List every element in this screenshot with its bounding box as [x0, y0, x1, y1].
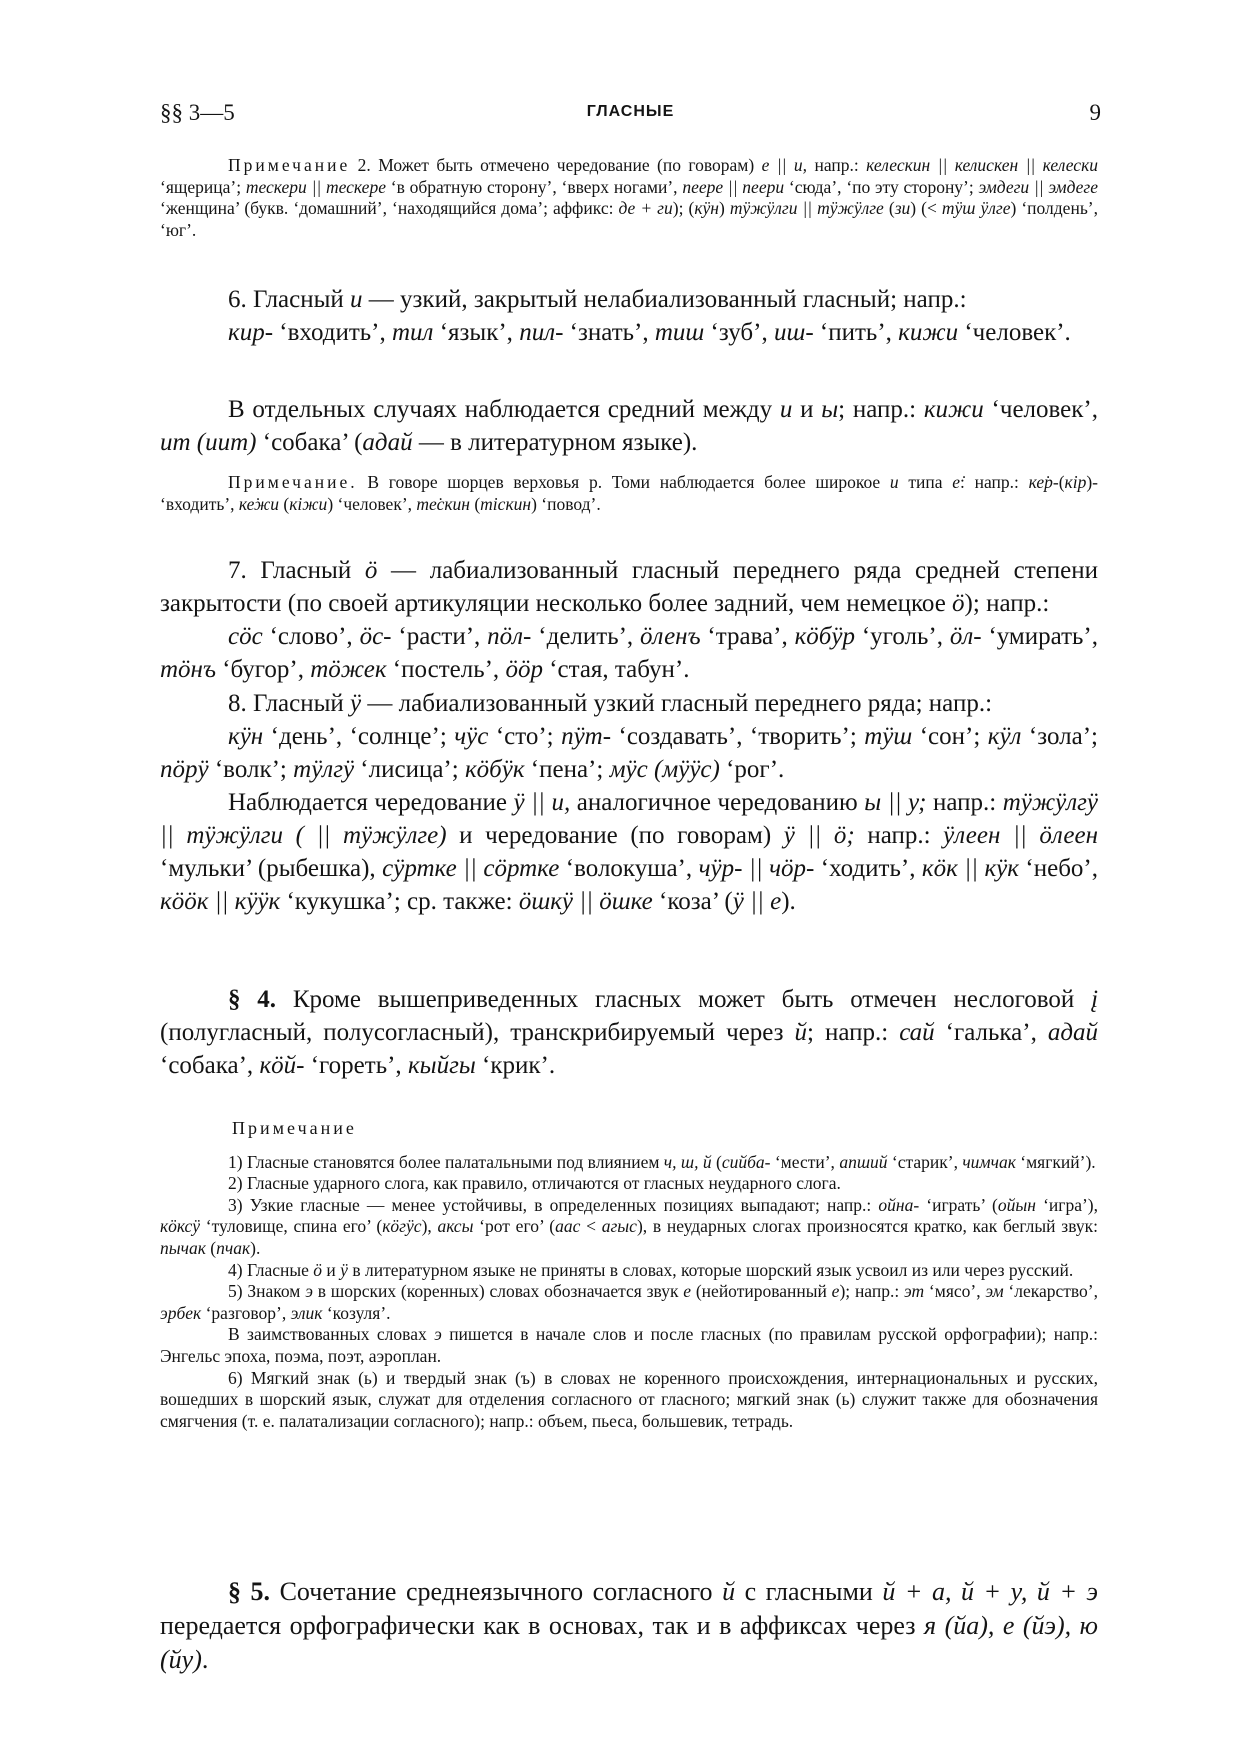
- paragraph-8: 8. Гласный ӱ — лабиализованный узкий гласный переднего ряда; напр.: кӱн ‘день’, ‘солнце’; чӱс ‘сто’; пӱт- ‘создавать’, ‘творить’; тӱш ‘сон’; кӱл ‘зола’; пӧрӱ ‘волк’; тӱлгӱ ‘лисица’; кӧбӱк ‘пена’; мӱс (мӱӱс) ‘рог’. Наблюдается чередование ӱ || и, аналогичное чередованию ы || у; напр.: тӱжӱлгӱ || тӱжӱлги ( || тӱжӱлге) и чередование (по говорам) ӱ || ӧ; напр.: ӱлеен || ӧлеен ‘мульки’ (рыбешка), сӱртке || сӧртке ‘волокуша’, чӱр- || чӧр- ‘ходить’, кӧк || кӱк ‘небо’, кӧӧк || кӱӱк ‘кукушка’; ср. также: ӧшкӱ || ӧшке ‘коза’ (ӱ || е).: [160, 690, 1099, 915]
- running-header: [160, 100, 1101, 130]
- note-item-5b: В заимствованных словах э пишется в начале слов и после гласных (по правилам русской орфографии); напр.: Энгельс эпоха, поэма, поэт, аэроплан.: [160, 1324, 1098, 1366]
- paragraph-6: 6. Гласный и — узкий, закрытый нелабиализованный гласный; напр.: кир- ‘входить’, тил ‘язык’, пил- ‘знать’, тиш ‘зуб’, иш- ‘пить’, кижи ‘человек’.: [228, 286, 1071, 346]
- section-5: § 5. Сочетание среднеязычного согласного й с гласными й + а, й + у, й + э передается орфографически как в основах, так и в аффиксах через я (йа), е (йэ), ю (йу).: [160, 1577, 1098, 1674]
- section-range: §§ 3—5: [160, 100, 235, 125]
- notes-title: Примечание: [232, 1118, 357, 1138]
- note-6: Примечание. В говоре шорцев верховья р. Томи наблюдается более широкое и типа е̇: напр.: ке̇р-(кір)- ‘входить’, ке̇жи (кіжи) ‘человек’, те̇скин (тіскин) ‘повод’.: [160, 472, 1098, 514]
- note-item-5: 5) Знаком э в шорских (коренных) словах обозначается звук е (нейотированный е); напр.: эт ‘мясо’, эм ‘лекарство’, эрбек ‘разговор’, элик ‘козуля’.: [160, 1281, 1098, 1323]
- note-item-1: 1) Гласные становятся более палатальными под влиянием ч, ш, й (сийба- ‘мести’, апший ‘старик’, чимчак ‘мягкий’).: [228, 1151, 1096, 1172]
- paragraph-6b: В отдельных случаях наблюдается средний между и и ы; напр.: кижи ‘человек’, ит (иит) ‘собака’ (адай — в литературном языке).: [160, 396, 1098, 456]
- note-2: Примечание 2. Может быть отмечено чередование (по говорам) е || и, напр.: келескин || келискен || келески ‘ящерица’; тескери || тескере ‘в обратную сторону’, ‘вверх ногами’, пеере || пеери ‘сюда’, ‘по эту сторону’; эмдеги || эмдеге ‘женщина’ (букв. ‘домашний’, ‘находящийся дома’; аффикс: де + ги); (кӱн) тӱжӱлги || тӱжӱлге (зи) (< тӱш ӱлге) ‘полдень’, ‘юг’.: [160, 155, 1099, 240]
- page-number: 9: [1089, 100, 1101, 125]
- chapter-title: ГЛАСНЫЕ: [586, 103, 675, 120]
- section-4: § 4. Кроме вышеприведенных гласных может быть отмечен неслоговой į (полугласный, полусогласный), транскрибируемый через й; напр.: сай ‘галька’, адай ‘собака’, кӧй- ‘гореть’, кыйгы ‘крик’.: [160, 986, 1099, 1079]
- note-item-2: 2) Гласные ударного слога, как правило, отличаются от гласных неударного слога.: [228, 1173, 841, 1194]
- notes-block: [160, 1118, 1098, 1432]
- note-item-6: 6) Мягкий знак (ь) и твердый знак (ъ) в словах не коренного происхождения, интернациональных и русских, вошедших в шорский язык, служат для отделения согласного от гласного; мягкий знак (ь) служит также для обозначения смягчения (т. е. палатализации согласного); напр.: объем, пьеса, большевик, тетрадь.: [160, 1367, 1098, 1431]
- note-item-3: 3) Узкие гласные — менее устойчивы, в определенных позициях выпадают; напр.: ойна- ‘играть’ (ойын ‘игра’), кӧксӱ ‘туловище, спина его’ (кӧгӱс), аксы ‘рот его’ (аас < агыс), в неударных слогах произносятся кратко, как беглый звук: пычак (пчак).: [160, 1194, 1099, 1258]
- note-item-4: 4) Гласные ӧ и ӱ в литературном языке не приняты в словах, которые шорский язык усвоил из или через русский.: [228, 1259, 1074, 1280]
- paragraph-7: 7. Гласный ӧ — лабиализованный гласный переднего ряда средней степени закрытости (по своей артикуляции несколько более задний, чем немецкое ö); напр.: сӧс ‘слово’, ӧс- ‘расти’, пӧл- ‘делить’, ӧленъ ‘трава’, кӧбӱр ‘уголь’, ӧл- ‘умирать’, тӧнъ ‘бугор’, тӧжек ‘постель’, ӧӧр ‘стая, табун’.: [160, 557, 1099, 683]
